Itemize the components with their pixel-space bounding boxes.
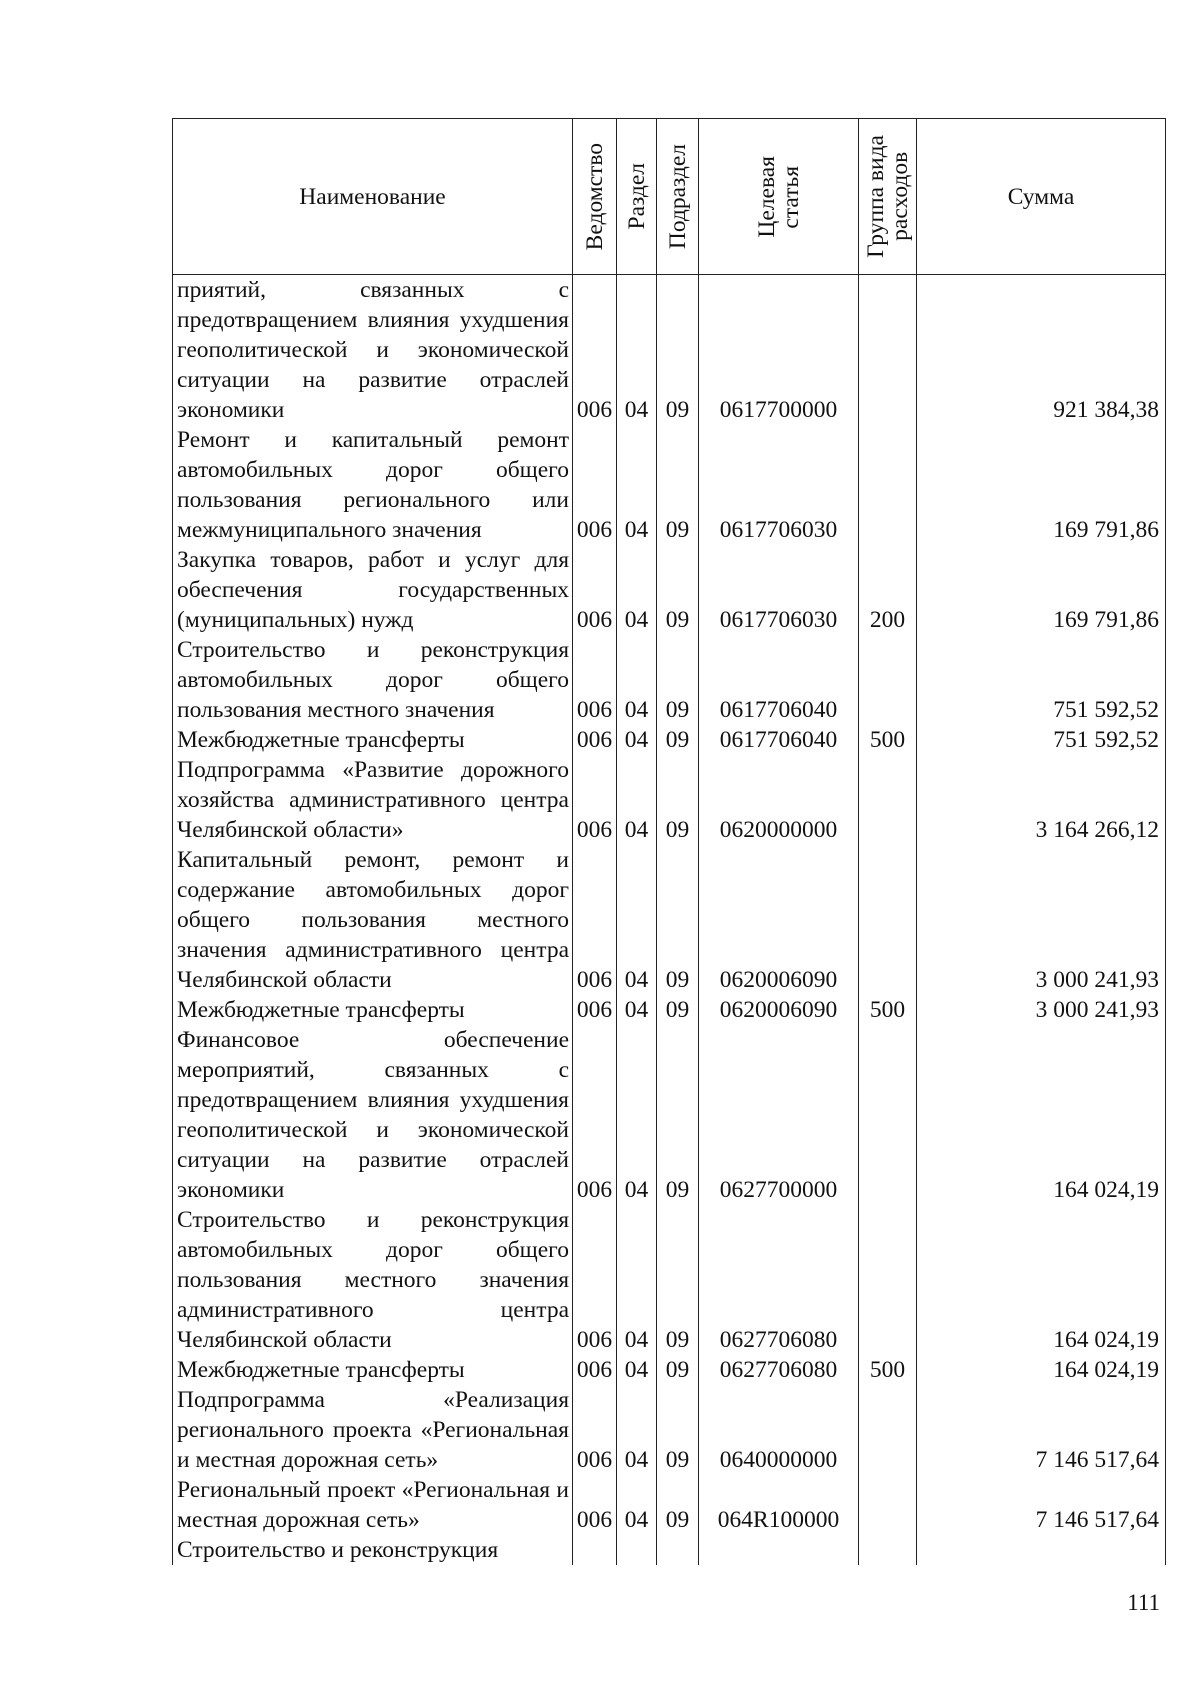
cell-name: Межбюджетные трансферты (173, 725, 573, 755)
cell-target: 0640000000 (699, 1385, 859, 1475)
cell-target: 0617700000 (699, 275, 859, 426)
cell-expense-group (859, 845, 917, 995)
cell-sum: 3 164 266,12 (917, 755, 1166, 845)
cell-expense-group (859, 1385, 917, 1475)
cell-expense-group (859, 425, 917, 545)
cell-section: 04 (617, 1355, 657, 1385)
cell-sum: 164 024,19 (917, 1205, 1166, 1355)
cell-sum: 169 791,86 (917, 545, 1166, 635)
cell-sum: 164 024,19 (917, 1025, 1166, 1205)
table-row (173, 635, 1166, 725)
cell-expense-group: 500 (859, 1355, 917, 1385)
header-target: Целевая статья (699, 119, 859, 275)
cell-name: Строительство и реконструкция автомобильных дорог общего пользования местного значения административного центра Челябинской области (173, 1205, 573, 1355)
cell-name: Региональный проект «Региональная и местная дорожная сеть» (173, 1475, 573, 1535)
cell-target: 0627706080 (699, 1205, 859, 1355)
cell-name: Ремонт и капитальный ремонт автомобильных дорог общего пользования регионального или межмуниципального значения (173, 425, 573, 545)
table-header-row (173, 119, 1166, 275)
cell-department: 006 (573, 1205, 617, 1355)
cell-sum: 7 146 517,64 (917, 1385, 1166, 1475)
header-section: Раздел (617, 119, 657, 275)
cell-expense-group (859, 755, 917, 845)
cell-target (699, 1535, 859, 1565)
cell-target: 0627700000 (699, 1025, 859, 1205)
cell-sum: 3 000 241,93 (917, 845, 1166, 995)
cell-department: 006 (573, 755, 617, 845)
cell-target: 0617706040 (699, 725, 859, 755)
cell-subsection (657, 1535, 699, 1565)
cell-expense-group (859, 635, 917, 725)
cell-subsection: 09 (657, 425, 699, 545)
cell-sum: 751 592,52 (917, 635, 1166, 725)
cell-sum: 921 384,38 (917, 275, 1166, 426)
cell-subsection: 09 (657, 845, 699, 995)
header-department: Ведомство (573, 119, 617, 275)
cell-subsection: 09 (657, 995, 699, 1025)
cell-department: 006 (573, 1355, 617, 1385)
cell-target: 0620000000 (699, 755, 859, 845)
cell-section: 04 (617, 995, 657, 1025)
header-subsection: Подраздел (657, 119, 699, 275)
cell-subsection: 09 (657, 1025, 699, 1205)
cell-target: 0617706040 (699, 635, 859, 725)
cell-name: Подпрограмма «Развитие дорожного хозяйства административного центра Челябинской области» (173, 755, 573, 845)
cell-section: 04 (617, 545, 657, 635)
cell-subsection: 09 (657, 755, 699, 845)
cell-section: 04 (617, 1025, 657, 1205)
table-row (173, 1025, 1166, 1205)
cell-subsection: 09 (657, 1385, 699, 1475)
cell-section: 04 (617, 635, 657, 725)
cell-subsection: 09 (657, 545, 699, 635)
cell-subsection: 09 (657, 1205, 699, 1355)
cell-department: 006 (573, 545, 617, 635)
table-row (173, 1475, 1166, 1535)
cell-department: 006 (573, 725, 617, 755)
cell-expense-group (859, 1205, 917, 1355)
cell-expense-group: 500 (859, 725, 917, 755)
cell-name: Межбюджетные трансферты (173, 995, 573, 1025)
cell-sum (917, 1535, 1166, 1565)
cell-name: Строительство и реконструкция (173, 1535, 573, 1565)
cell-section (617, 1535, 657, 1565)
page-number: 111 (1127, 1590, 1160, 1615)
table-row (173, 725, 1166, 755)
table-row (173, 425, 1166, 545)
cell-target: 064R100000 (699, 1475, 859, 1535)
header-sum: Сумма (917, 119, 1166, 275)
cell-department: 006 (573, 425, 617, 545)
cell-target: 0620006090 (699, 845, 859, 995)
cell-expense-group (859, 1025, 917, 1205)
budget-table (172, 118, 1166, 1565)
header-name: Наименование (173, 119, 573, 275)
cell-expense-group: 500 (859, 995, 917, 1025)
header-expense-group: Группа вида расходов (859, 119, 917, 275)
cell-expense-group (859, 1535, 917, 1565)
cell-department: 006 (573, 1385, 617, 1475)
cell-section: 04 (617, 725, 657, 755)
cell-department: 006 (573, 1475, 617, 1535)
table-body (173, 275, 1166, 1566)
cell-department: 006 (573, 1025, 617, 1205)
cell-name: Капитальный ремонт, ремонт и содержание автомобильных дорог общего пользования местного значения административного центра Челябинской области (173, 845, 573, 995)
cell-department: 006 (573, 275, 617, 426)
cell-target: 0617706030 (699, 545, 859, 635)
cell-department: 006 (573, 995, 617, 1025)
table-row (173, 1385, 1166, 1475)
cell-department: 006 (573, 845, 617, 995)
cell-target: 0617706030 (699, 425, 859, 545)
cell-name: Финансовое обеспечение мероприятий, связанных с предотвращением влияния ухудшения геополитической и экономической ситуации на развитие отраслей экономики (173, 1025, 573, 1205)
cell-subsection: 09 (657, 725, 699, 755)
cell-subsection: 09 (657, 1475, 699, 1535)
table-row (173, 545, 1166, 635)
table-row (173, 1205, 1166, 1355)
cell-target: 0627706080 (699, 1355, 859, 1385)
cell-sum: 164 024,19 (917, 1355, 1166, 1385)
cell-subsection: 09 (657, 275, 699, 426)
cell-name: Подпрограмма «Реализация регионального проекта «Региональная и местная дорожная сеть» (173, 1385, 573, 1475)
cell-section: 04 (617, 275, 657, 426)
table-row (173, 995, 1166, 1025)
cell-sum: 751 592,52 (917, 725, 1166, 755)
cell-name: Строительство и реконструкция автомобильных дорог общего пользования местного значения (173, 635, 573, 725)
cell-subsection: 09 (657, 635, 699, 725)
cell-name: Межбюджетные трансферты (173, 1355, 573, 1385)
cell-expense-group: 200 (859, 545, 917, 635)
cell-section: 04 (617, 1205, 657, 1355)
cell-section: 04 (617, 1475, 657, 1535)
cell-section: 04 (617, 755, 657, 845)
cell-subsection: 09 (657, 1355, 699, 1385)
cell-target: 0620006090 (699, 995, 859, 1025)
table-row (173, 845, 1166, 995)
cell-name: Закупка товаров, работ и услуг для обеспечения государственных (муниципальных) нужд (173, 545, 573, 635)
cell-sum: 7 146 517,64 (917, 1475, 1166, 1535)
cell-section: 04 (617, 845, 657, 995)
cell-department: 006 (573, 635, 617, 725)
table-row (173, 1355, 1166, 1385)
table-row (173, 755, 1166, 845)
cell-section: 04 (617, 425, 657, 545)
cell-expense-group (859, 1475, 917, 1535)
cell-section: 04 (617, 1385, 657, 1475)
cell-sum: 3 000 241,93 (917, 995, 1166, 1025)
table-row (173, 275, 1166, 426)
cell-expense-group (859, 275, 917, 426)
cell-sum: 169 791,86 (917, 425, 1166, 545)
cell-name: приятий, связанных с предотвращением влияния ухудшения геополитической и экономической ситуации на развитие отраслей экономики (173, 275, 573, 426)
cell-department (573, 1535, 617, 1565)
table-row (173, 1535, 1166, 1565)
